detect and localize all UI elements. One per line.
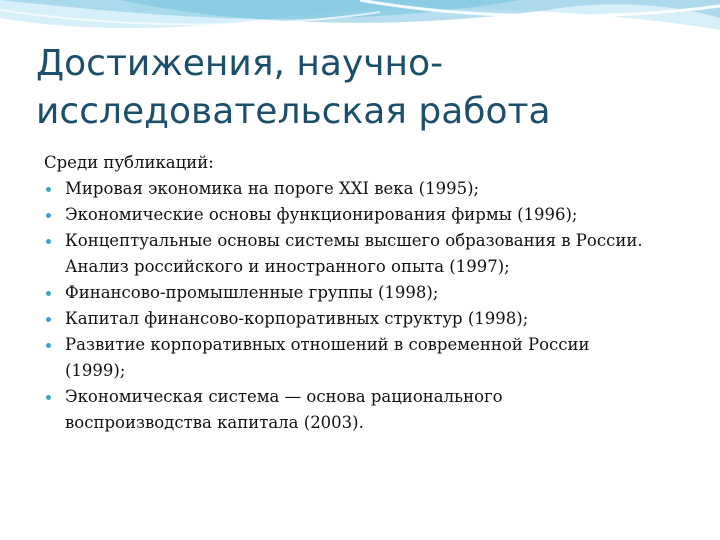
bullet-icon xyxy=(46,239,51,244)
list-item xyxy=(44,306,694,332)
slide-body xyxy=(44,150,694,436)
publications-intro: Среди публикаций: xyxy=(44,153,214,172)
slide-title xyxy=(36,40,696,136)
bullet-icon xyxy=(46,317,51,322)
publications-list xyxy=(44,176,694,436)
list-item-text: Концептуальные основы системы высшего образования в России. xyxy=(65,231,643,250)
list-item-text: Экономические основы функционирования фирмы (1996); xyxy=(65,205,578,224)
title-line: исследовательская работа xyxy=(36,91,551,132)
list-item xyxy=(44,228,694,280)
list-item-text: Анализ российского и иностранного опыта (1997); xyxy=(65,257,510,276)
list-item-text: Капитал финансово-корпоративных структур (1998); xyxy=(65,309,529,328)
list-item xyxy=(44,384,694,436)
title-line: Достижения, научно- xyxy=(36,43,444,84)
list-item-text: Финансово-промышленные группы (1998); xyxy=(65,283,439,302)
list-item-text: Мировая экономика на пороге XXI века (1995); xyxy=(65,179,480,198)
bullet-icon xyxy=(46,187,51,192)
list-item xyxy=(44,176,694,202)
list-item-text: Экономическая система — основа рационального xyxy=(65,387,503,406)
bullet-icon xyxy=(46,343,51,348)
list-item-text: Развитие корпоративных отношений в современной России xyxy=(65,335,590,354)
bullet-icon xyxy=(46,395,51,400)
list-item xyxy=(44,332,694,384)
bullet-icon xyxy=(46,213,51,218)
list-item xyxy=(44,280,694,306)
bullet-icon xyxy=(46,291,51,296)
list-item-text: (1999); xyxy=(65,361,126,380)
list-item-text: воспроизводства капитала (2003). xyxy=(65,413,364,432)
list-item xyxy=(44,202,694,228)
